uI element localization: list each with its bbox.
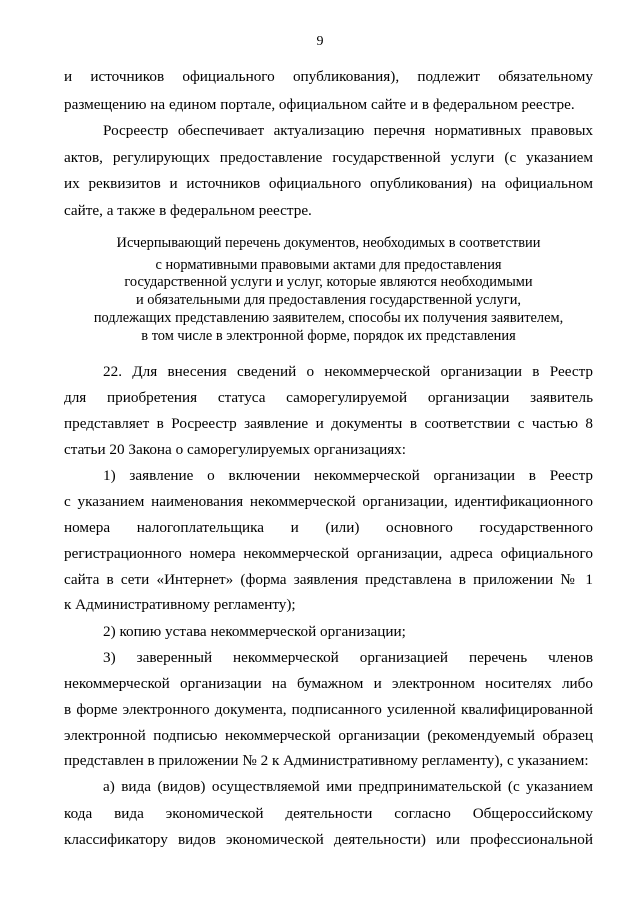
text-line: для приобретения статуса саморегулируемой организации заявитель (64, 389, 593, 406)
text-line: номера налогоплательщика и (или) основного государственного (64, 519, 593, 536)
text-line: статьи 20 Закона о саморегулируемых организациях: (64, 441, 406, 458)
text-line: сайта в сети «Интернет» (форма заявления представлена в приложении № 1 (64, 571, 593, 588)
text-line: Росреестр обеспечивает актуализацию перечня нормативных правовых (103, 122, 593, 139)
text-line: сайте, а также в федеральном реестре. (64, 202, 312, 219)
text-line: 1) заявление о включении некоммерческой организации в Реестр (103, 467, 593, 484)
page-number: 9 (316, 34, 324, 49)
text-line: 3) заверенный некоммерческой организацией перечень членов (103, 649, 593, 666)
text-line: актов, регулирующих предоставление государственной услуги (с указанием (64, 149, 593, 166)
text-line: с указанием наименования некоммерческой организации, идентификационного (64, 493, 593, 510)
text-line: кода вида экономической деятельности согласно Общероссийскому (64, 805, 593, 822)
heading-line: Исчерпывающий перечень документов, необходимых в соответствии (116, 235, 541, 251)
text-line: в форме электронного документа, подписанного усиленной квалифицированной (64, 701, 593, 718)
text-line: представляет в Росреестр заявление и документы в соответствии с частью 8 (64, 415, 593, 432)
heading-line: с нормативными правовыми актами для предоставления (155, 257, 502, 273)
text-line: 22. Для внесения сведений о некоммерческой организации в Реестр (103, 363, 593, 380)
heading-line: и обязательными для предоставления государственной услуги, (135, 292, 521, 308)
text-line: электронной подписью некоммерческой организации (рекомендуемый образец (64, 727, 593, 744)
text-line: и источников официального опубликования), подлежит обязательному (64, 68, 593, 85)
heading-line: подлежащих представлению заявителем, способы их получения заявителем, (93, 310, 564, 326)
text-line: а) вида (видов) осуществляемой ими предпринимательской (с указанием (103, 778, 593, 795)
heading-line: в том числе в электронной форме, порядок их представления (141, 328, 516, 344)
text-line: регистрационного номера некоммерческой организации, адреса официального (64, 545, 593, 562)
text-line: к Административному регламенту); (64, 596, 296, 613)
text-line: классификатору видов экономической деятельности) или профессиональной (64, 831, 593, 848)
text-line: представлен в приложении № 2 к Административному регламенту), с указанием: (64, 752, 589, 769)
text-line: 2) копию устава некоммерческой организации; (103, 623, 406, 640)
text-line: их реквизитов и источников официального опубликования) на официальном (64, 175, 593, 192)
text-line: размещению на едином портале, официальном сайте и в федеральном реестре. (64, 96, 575, 113)
text-line: некоммерческой организации на бумажном и электронном носителях либо (64, 675, 593, 692)
heading-line: государственной услуги и услуг, которые являются необходимыми (124, 274, 533, 290)
